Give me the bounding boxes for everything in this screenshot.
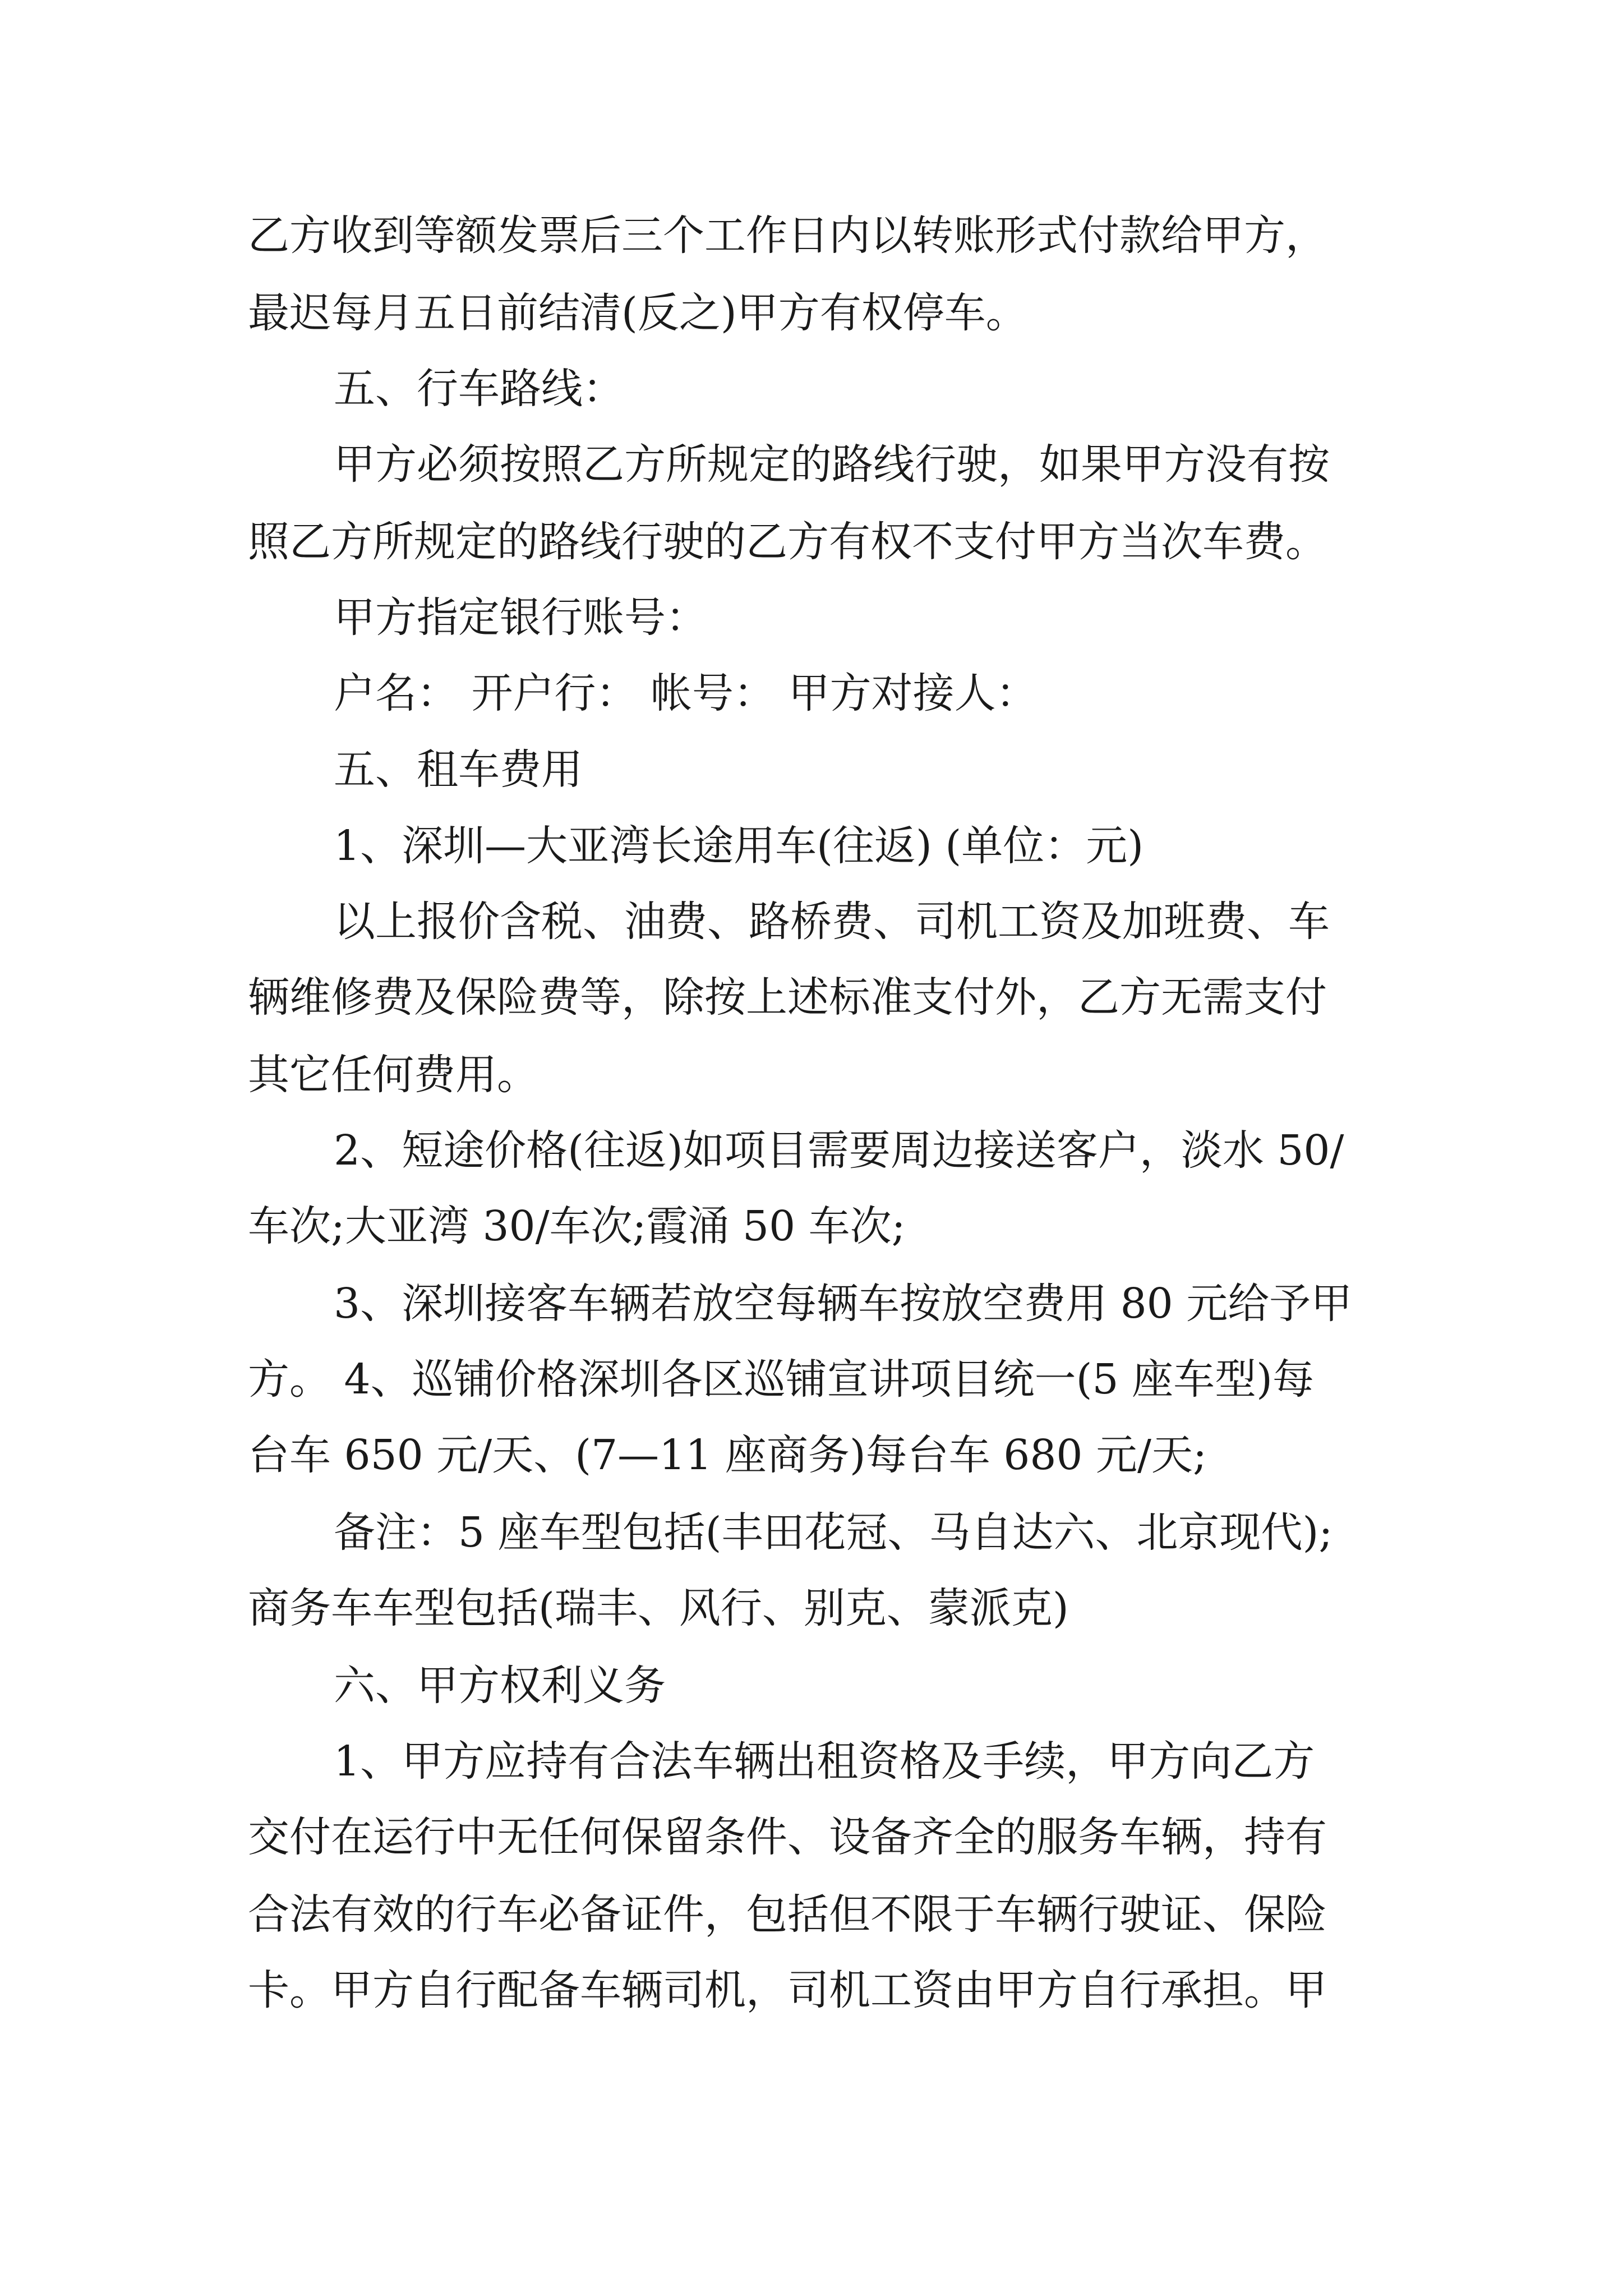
- section-heading: 六、甲方权利义务: [334, 1662, 666, 1710]
- text-line: 辆维修费及保险费等，除按上述标准支付外，乙方无需支付: [248, 973, 1327, 1022]
- text-line: 户名： 开户行： 帐号： 甲方对接人：: [334, 669, 1038, 717]
- text-line: 2、短途价格(往返)如项目需要周边接送客户，淡水 50/: [334, 1126, 1344, 1175]
- text-line: 方。 4、巡铺价格深圳各区巡铺宣讲项目统一(5 座车型)每: [248, 1355, 1314, 1404]
- text-line: 甲方必须按照乙方所规定的路线行驶，如果甲方没有按: [334, 440, 1330, 489]
- text-line: 3、深圳接客车辆若放空每辆车按放空费用 80 元给予甲: [334, 1280, 1353, 1328]
- text-line: 最迟每月五日前结清(反之)甲方有权停车。: [248, 289, 1027, 337]
- text-line: 1、甲方应持有合法车辆出租资格及手续，甲方向乙方: [334, 1737, 1315, 1786]
- text-line: 卡。甲方自行配备车辆司机，司机工资由甲方自行承担。甲: [248, 1966, 1327, 2014]
- text-line: 甲方指定银行账号：: [334, 593, 707, 642]
- text-line: 车次;大亚湾 30/车次;霞涌 50 车次;: [248, 1202, 906, 1250]
- text-line: 其它任何费用。: [248, 1051, 538, 1099]
- text-line: 以上报价含税、油费、路桥费、司机工资及加班费、车: [334, 898, 1330, 946]
- text-line: 备注：5 座车型包括(丰田花冠、马自达六、北京现代);: [334, 1508, 1333, 1557]
- text-line: 照乙方所规定的路线行驶的乙方有权不支付甲方当次车费。: [248, 518, 1327, 566]
- text-line: 交付在运行中无任何保留条件、设备齐全的服务车辆，持有: [248, 1813, 1327, 1861]
- text-line: 商务车车型包括(瑞丰、风行、别克、蒙派克): [248, 1584, 1069, 1632]
- section-heading: 五、行车路线：: [334, 365, 624, 413]
- text-line: 1、深圳—大亚湾长途用车(往返) (单位：元): [334, 822, 1144, 870]
- section-heading: 五、租车费用: [334, 746, 583, 794]
- text-line: 乙方收到等额发票后三个工作日内以转账形式付款给甲方，: [248, 211, 1327, 260]
- text-line: 合法有效的行车必备证件，包括但不限于车辆行驶证、保险: [248, 1890, 1327, 1939]
- text-line: 台车 650 元/天、(7—11 座商务)每台车 680 元/天;: [248, 1431, 1207, 1479]
